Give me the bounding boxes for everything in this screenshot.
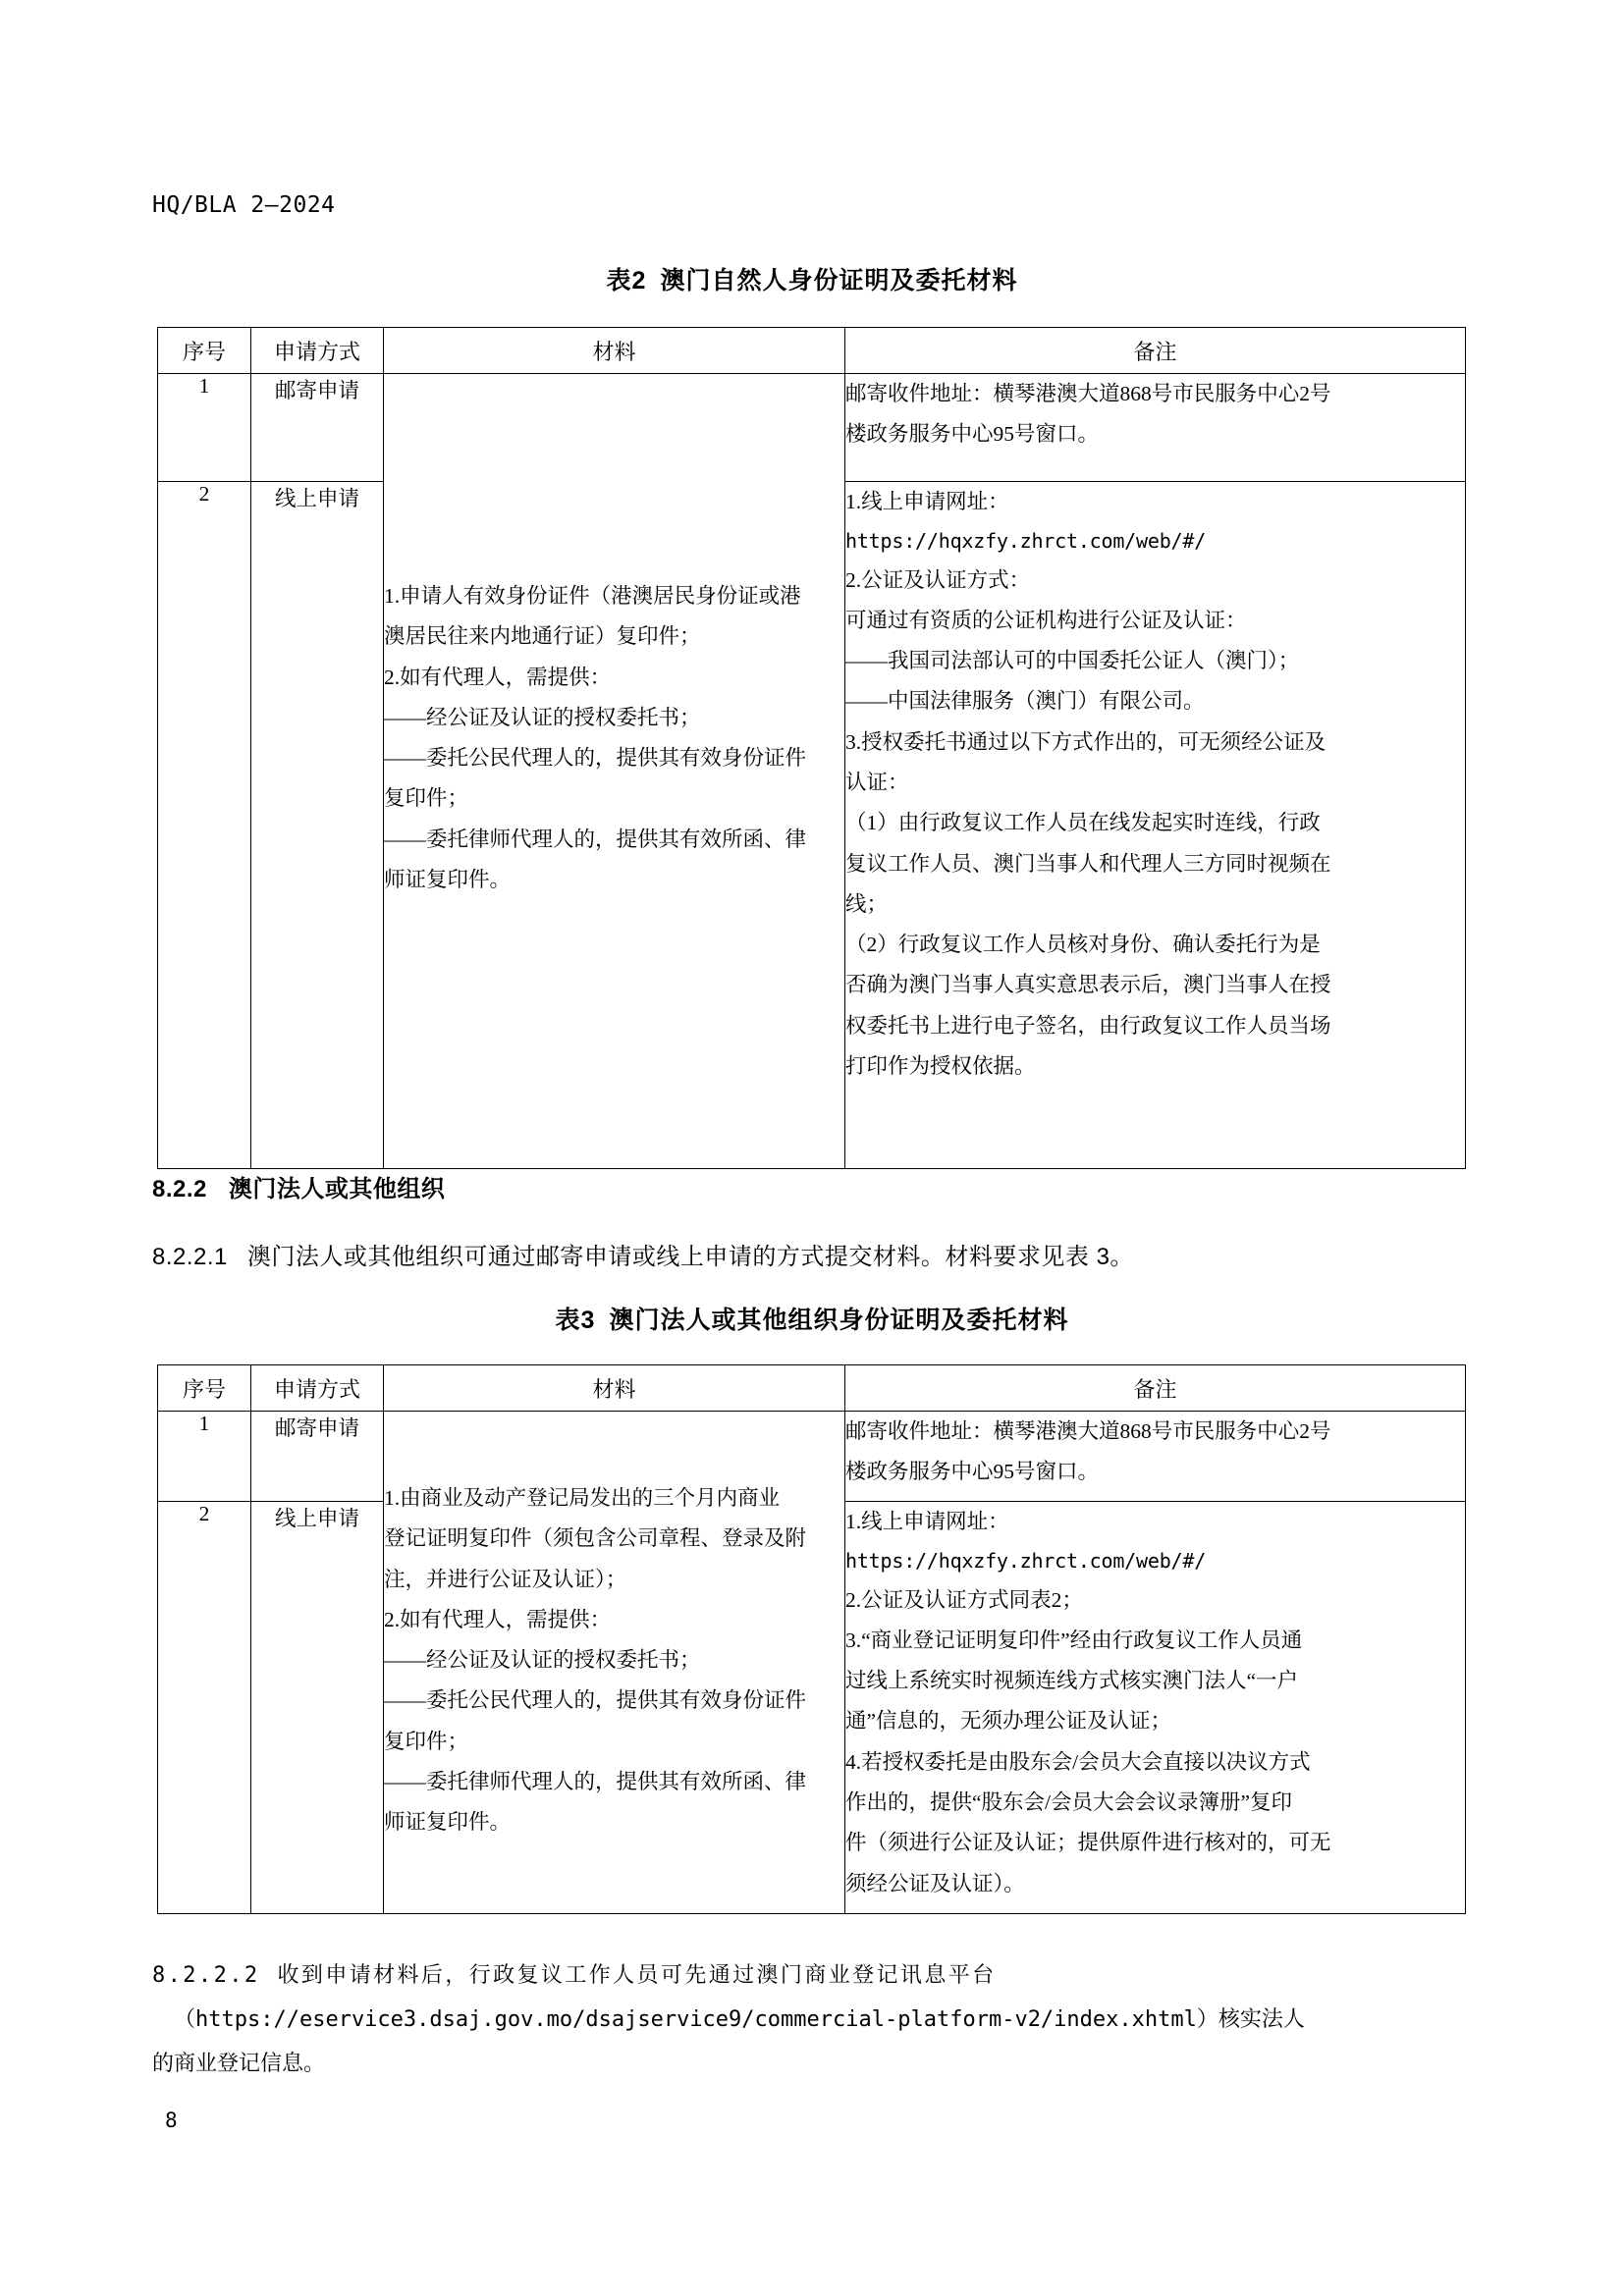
- table-row: [158, 1412, 1466, 1502]
- table2-header-no: 序号: [158, 328, 251, 374]
- text-line: 作出的，提供“股东会/会员大会会议录簿册”复印: [845, 1789, 1293, 1814]
- table3-row2-no: 2: [158, 1502, 251, 1914]
- table3-header-no: 序号: [158, 1365, 251, 1412]
- text-line: https://hqxzfy.zhrct.com/web/#/: [845, 529, 1207, 554]
- text-line: 权委托书上进行电子签名，由行政复议工作人员当场: [845, 1013, 1331, 1038]
- table2-row1-remarks: [845, 374, 1466, 482]
- text-line: 澳居民往来内地通行证）复印件；: [384, 624, 701, 649]
- text-line: （2）行政复议工作人员核对身份、确认委托行为是: [845, 933, 1321, 957]
- text-line: 须经公证及认证）。: [845, 1871, 1025, 1896]
- clause-8222-text1: 收到申请材料后，行政复议工作人员可先通过澳门商业登记讯息平台: [277, 1963, 997, 1988]
- text-line: 3.“商业登记证明复印件”经由行政复议工作人员通: [845, 1628, 1303, 1652]
- clause-8221-number: 8.2.2.1: [152, 1244, 228, 1270]
- section-822-title: 澳门法人或其他组织: [228, 1176, 446, 1202]
- text-line: 楼政务服务中心95号窗口。: [845, 1460, 1100, 1484]
- text-line: ——中国法律服务（澳门）有限公司。: [845, 689, 1205, 714]
- table3-row1-method: 邮寄申请: [251, 1412, 384, 1502]
- clause-8222-line1: [152, 1953, 1478, 1998]
- table3-header-method: 申请方式: [251, 1365, 384, 1412]
- table3-row2-remarks: [845, 1502, 1466, 1914]
- text-line: 1.申请人有效身份证件（港澳居民身份证或港: [384, 584, 801, 608]
- table3-materials-cell: [384, 1412, 845, 1914]
- text-line: 2.如有代理人，需提供：: [384, 665, 612, 689]
- text-line: 过线上系统实时视频连线方式核实澳门法人“一户: [845, 1669, 1299, 1693]
- text-line: 师证复印件。: [384, 1810, 512, 1835]
- text-line: ——委托公民代理人的，提供其有效身份证件: [384, 746, 807, 771]
- table2: [157, 327, 1466, 1169]
- text-line: （1）由行政复议工作人员在线发起实时连线，行政: [845, 811, 1321, 835]
- table2-header-remarks: 备注: [845, 328, 1466, 374]
- table3-row1-remark-lines: [845, 1412, 1465, 1493]
- document-header-id: HQ/BLA 2—2024: [152, 192, 336, 218]
- text-line: 1.由商业及动产登记局发出的三个月内商业: [384, 1486, 781, 1510]
- table3-caption: [0, 1301, 1624, 1336]
- section-heading-822: [152, 1169, 445, 1203]
- table3-row1-remarks: [845, 1412, 1466, 1502]
- table2-row2-no: 2: [158, 482, 251, 1169]
- table-row: [158, 374, 1466, 482]
- table3-caption-title: 澳门法人或其他组织身份证明及委托材料: [609, 1307, 1069, 1334]
- text-line: 复印件；: [384, 786, 469, 811]
- text-line: ——经公证及认证的授权委托书；: [384, 705, 701, 729]
- text-line: 复印件；: [384, 1729, 469, 1753]
- table2-row2-method: 线上申请: [251, 482, 384, 1169]
- clause-8222-line3: 的商业登记信息。: [152, 2052, 326, 2077]
- text-line: 1.线上申请网址：: [845, 490, 1009, 513]
- text-line: 认证：: [845, 770, 909, 794]
- text-line: 注，并进行公证及认证）；: [384, 1567, 627, 1591]
- table2-caption-title: 澳门自然人身份证明及委托材料: [660, 267, 1018, 294]
- text-line: 2.公证及认证方式同表2；: [845, 1587, 1083, 1612]
- section-822-number: 8.2.2: [152, 1176, 207, 1202]
- table2-row1-method: 邮寄申请: [251, 374, 384, 482]
- clause-8222-number: 8.2.2.2: [152, 1963, 260, 1988]
- text-line: ——委托公民代理人的，提供其有效身份证件: [384, 1688, 807, 1713]
- table2-row1-remark-lines: [845, 374, 1465, 455]
- text-line: ——委托律师代理人的，提供其有效所函、律: [384, 827, 807, 851]
- text-line: 邮寄收件地址：横琴港澳大道868号市民服务中心2号: [845, 1419, 1331, 1443]
- text-line: 楼政务服务中心95号窗口。: [845, 422, 1100, 447]
- text-line: 通”信息的，无须办理公证及认证；: [845, 1709, 1172, 1734]
- clause-8221: [152, 1237, 1134, 1271]
- table2-row2-remarks: [845, 482, 1466, 1169]
- text-line: 2.公证及认证方式：: [845, 567, 1031, 592]
- table3-header-remarks: 备注: [845, 1365, 1466, 1412]
- text-line: ——经公证及认证的授权委托书；: [384, 1648, 701, 1673]
- table3-header-materials: 材料: [384, 1365, 845, 1412]
- table3-caption-number: 表3: [555, 1307, 596, 1334]
- page-number: 8: [165, 2109, 178, 2132]
- table2-header-method: 申请方式: [251, 328, 384, 374]
- text-line: 复议工作人员、澳门当事人和代理人三方同时视频在: [845, 851, 1331, 876]
- table2-row1-no: 1: [158, 374, 251, 482]
- table3: [157, 1364, 1466, 1914]
- table2-row2-remark-lines: [845, 482, 1465, 1087]
- text-line: ——我国司法部认可的中国委托公证人（澳门）；: [845, 649, 1300, 673]
- clause-8221-text: 澳门法人或其他组织可通过邮寄申请或线上申请的方式提交材料。材料要求见表 3。: [246, 1244, 1134, 1270]
- clause-8222-line2: （https://eservice3.dsaj.gov.mo/dsajservice9/commercial-platform-v2/index.xhtml）核实法人: [174, 2007, 1305, 2033]
- text-line: 3.授权委托书通过以下方式作出的，可无须经公证及: [845, 729, 1326, 754]
- text-line: 4.若授权委托是由股东会/会员大会直接以决议方式: [845, 1749, 1311, 1774]
- text-line: 可通过有资质的公证机构进行公证及认证：: [845, 608, 1247, 632]
- text-line: 2.如有代理人，需提供：: [384, 1607, 612, 1631]
- text-line: 件（须进行公证及认证；提供原件进行核对的，可无: [845, 1831, 1331, 1855]
- text-line: 打印作为授权依据。: [845, 1053, 1036, 1078]
- text-line: 登记证明复印件（须包含公司章程、登录及附: [384, 1526, 807, 1551]
- table3-header-row: [158, 1365, 1466, 1412]
- text-line: 否确为澳门当事人真实意思表示后，澳门当事人在授: [845, 973, 1331, 997]
- table3-materials-lines: [384, 1412, 844, 1842]
- table2-header-materials: 材料: [384, 328, 845, 374]
- table3-row2-method: 线上申请: [251, 1502, 384, 1914]
- table2-materials-lines: [384, 374, 844, 900]
- text-line: https://hqxzfy.zhrct.com/web/#/: [845, 1549, 1207, 1574]
- table3-row1-no: 1: [158, 1412, 251, 1502]
- table2-caption: [0, 261, 1624, 296]
- text-line: 师证复印件。: [384, 867, 512, 891]
- text-line: 1.线上申请网址：: [845, 1510, 1009, 1533]
- text-line: 邮寄收件地址：横琴港澳大道868号市民服务中心2号: [845, 382, 1331, 405]
- table2-materials-cell: [384, 374, 845, 1169]
- text-line: 线；: [845, 891, 889, 916]
- table3-row2-remark-lines: [845, 1502, 1465, 1904]
- table2-header-row: [158, 328, 1466, 374]
- text-line: ——委托律师代理人的，提供其有效所函、律: [384, 1769, 807, 1793]
- clause-8222: [152, 1953, 1478, 2086]
- table2-caption-number: 表2: [606, 267, 647, 294]
